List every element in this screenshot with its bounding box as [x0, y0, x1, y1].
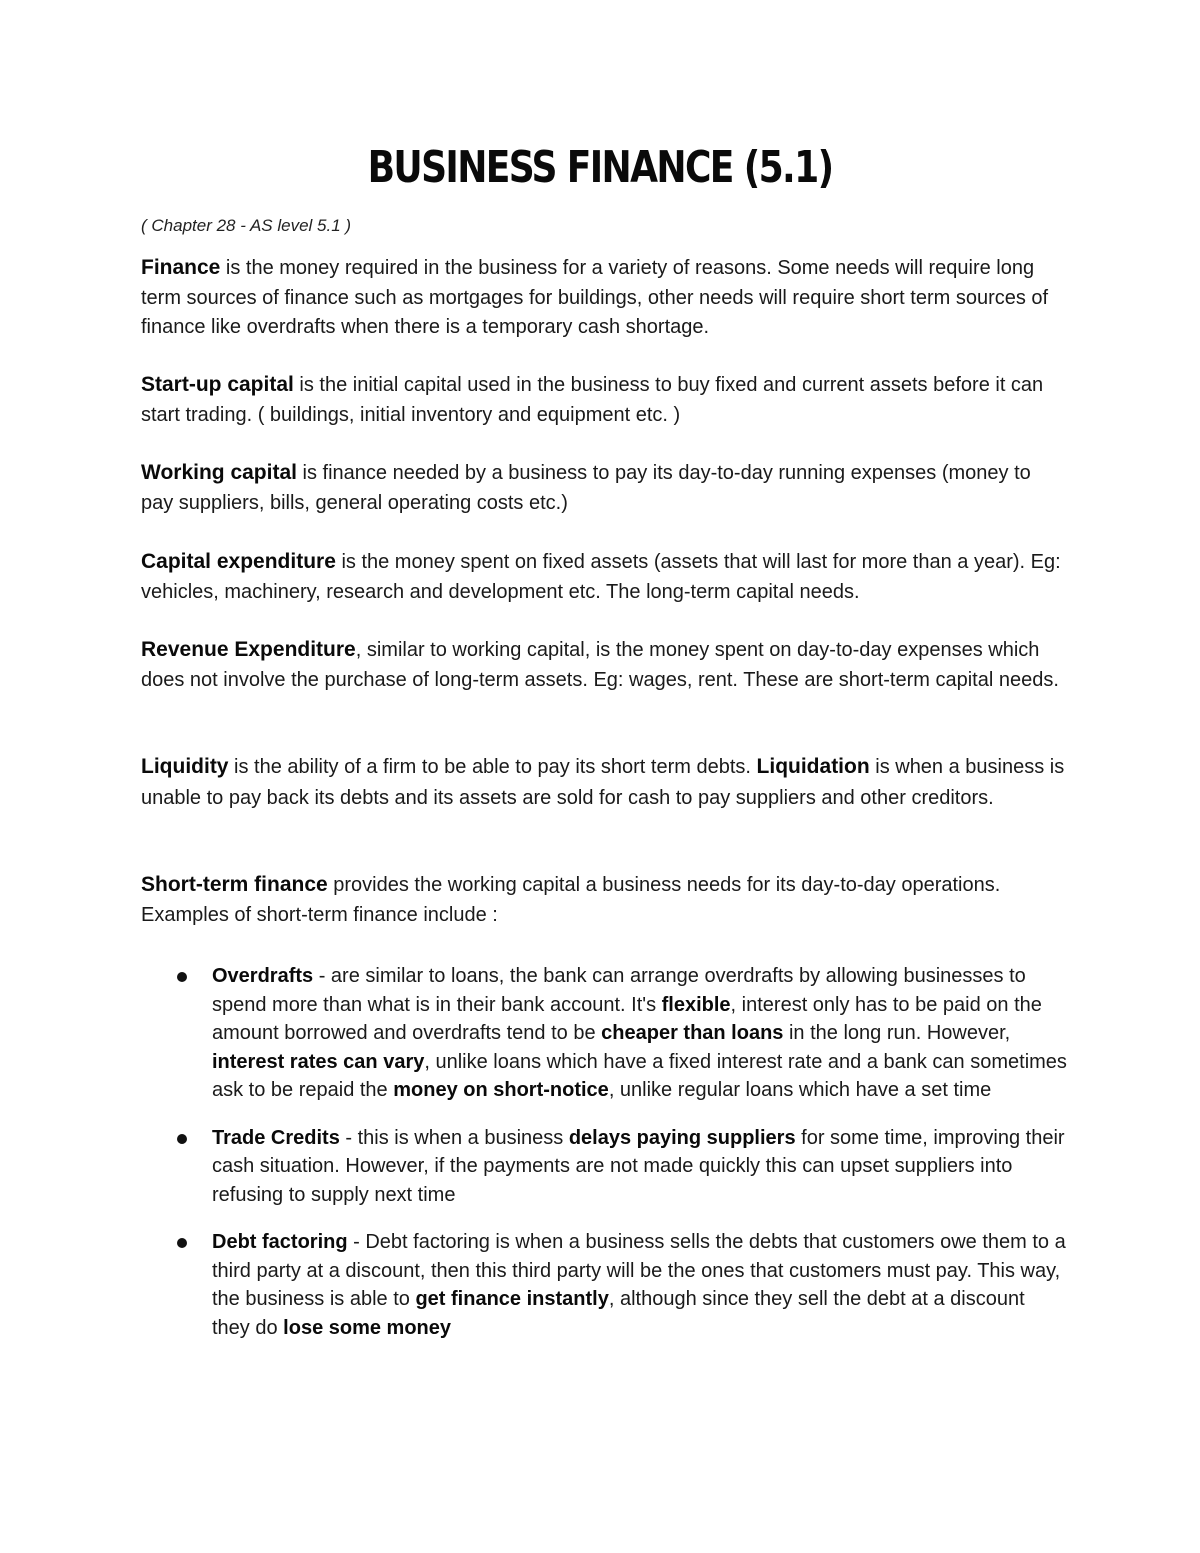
trade-bold-1: delays paying suppliers: [568, 1126, 796, 1149]
list-item-debt-factoring: [212, 1228, 1067, 1342]
definition-startup-capital: is the initial capital used in the business to buy fixed and current assets before it can start trading. ( buildings, initial inventory and equipment etc. ): [141, 374, 1044, 426]
page-title: BUSINESS FINANCE (5.1): [367, 142, 833, 193]
factoring-bold-2: lose some money: [283, 1316, 452, 1339]
term-startup-capital: Start-up capital: [141, 373, 294, 396]
overdrafts-bold-1: flexible: [661, 993, 731, 1016]
term-liquidation: Liquidation: [756, 755, 870, 778]
term-working-capital: Working capital: [141, 461, 297, 484]
factoring-text-1: - Debt factoring is when a business sells the debts that customers owe them to a third party at a discount, then this third party will be the ones that customers must pay. This way, the business is able to: [212, 1231, 1066, 1310]
paragraph-revenue-expenditure: [141, 635, 1066, 695]
definition-revenue-expenditure: , similar to working capital, is the money spent on day-to-day expenses which does not involve the purchase of long-term assets. Eg: wages, rent. These are short-term capital needs.: [141, 639, 1059, 691]
term-capital-expenditure: Capital expenditure: [141, 550, 336, 573]
overdrafts-text-4: , unlike loans which have a fixed interest rate and a bank can sometimes ask to be repaid the: [212, 1050, 1067, 1101]
overdrafts-bold-4: money on short-notice: [393, 1079, 609, 1101]
definition-capital-expenditure: is the money spent on fixed assets (assets that will last for more than a year). Eg: vehicles, machinery, research and development etc. The long-term capital needs.: [141, 551, 1061, 603]
paragraph-capital-expenditure: [141, 547, 1066, 607]
overdrafts-text-3: in the long run. However,: [783, 1022, 1011, 1044]
term-overdrafts: Overdrafts: [212, 965, 314, 987]
overdrafts-bold-2: cheaper than loans: [601, 1022, 784, 1044]
term-debt-factoring: Debt factoring: [212, 1231, 348, 1253]
factoring-bold-1: get finance instantly: [415, 1288, 609, 1310]
paragraph-working-capital: [141, 458, 1066, 518]
chapter-subtitle: ( Chapter 28 - AS level 5.1 ): [141, 216, 352, 235]
bullet-icon: [177, 972, 187, 982]
term-trade-credits: Trade Credits: [212, 1126, 340, 1149]
overdrafts-bold-3: interest rates can vary: [212, 1050, 425, 1073]
overdrafts-text-2: , interest only has to be paid on the amount borrowed and overdrafts tend to be: [212, 993, 1042, 1044]
term-short-term-finance: Short-term finance: [141, 873, 328, 896]
definition-short-term-finance: provides the working capital a business needs for its day-to-day operations. Examples of short-term finance include :: [141, 874, 1001, 926]
overdrafts-text-1: - are similar to loans, the bank can arrange overdrafts by allowing businesses to spend more than what is in their bank account. It's: [212, 965, 1026, 1016]
definition-liquidity: is the ability of a firm to be able to pay its short term debts.: [228, 756, 757, 778]
trade-text-1: - this is when a business: [339, 1126, 569, 1149]
bullet-icon: [177, 1238, 187, 1248]
list-item-overdrafts: [212, 962, 1067, 1105]
definition-finance: is the money required in the business for a variety of reasons. Some needs will require long term sources of finance such as mortgages for buildings, other needs will require short term sources of finance like overdrafts when there is a temporary cash shortage.: [141, 257, 1049, 338]
term-liquidity: Liquidity: [141, 755, 229, 778]
factoring-text-2: , although since they sell the debt at a discount they do: [212, 1288, 1025, 1339]
overdrafts-text-5: , unlike regular loans which have a set time: [608, 1079, 992, 1101]
definition-liquidation: is when a business is unable to pay back its debts and its assets are sold for cash to pay suppliers and other creditors.: [141, 756, 1065, 809]
paragraph-finance: [141, 253, 1066, 343]
term-revenue-expenditure: Revenue Expenditure: [141, 638, 356, 661]
term-finance: Finance: [141, 256, 221, 279]
short-term-finance-list: [212, 962, 1067, 1361]
list-item-trade-credits: [212, 1124, 1067, 1210]
trade-text-2: for some time, improving their cash situation. However, if the payments are not made quickly this can upset suppliers into refusing to supply next time: [212, 1126, 1065, 1206]
paragraph-startup-capital: [141, 370, 1066, 430]
definition-working-capital: is finance needed by a business to pay its day-to-day running expenses (money to pay suppliers, bills, general operating costs etc.): [141, 462, 1031, 514]
paragraph-short-term-finance: [141, 870, 1066, 930]
paragraph-liquidity: [141, 752, 1066, 813]
bullet-icon: [177, 1134, 187, 1144]
